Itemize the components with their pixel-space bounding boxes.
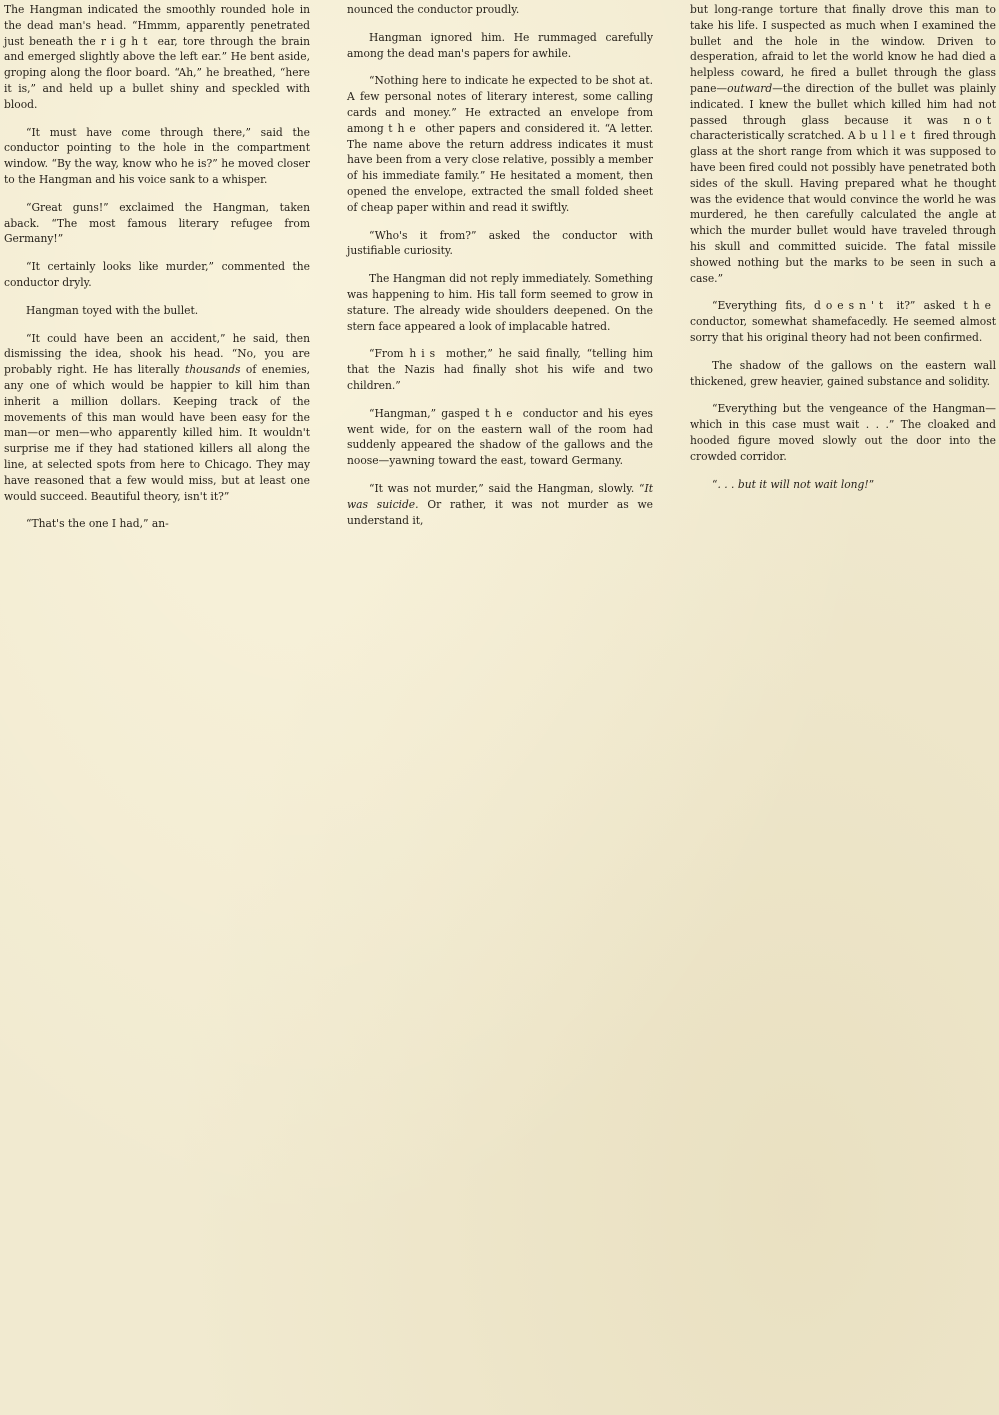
text-column-3 (690, 2, 996, 1415)
text-segment: “It must have come through there,” said the conductor pointing to the hole in the compartment window. “By the way, know who he is?” he moved closer to the Hangman and his voice sank to a whisper. (4, 125, 310, 186)
paragraph (690, 401, 996, 464)
text-segment: the (963, 299, 996, 313)
text-segment: it?” asked (888, 299, 964, 313)
text-segment: “Who's it from?” asked the conductor with justifiable curiosity. (347, 228, 653, 258)
paragraph (347, 30, 653, 62)
text-segment: “From (369, 347, 410, 361)
text-column-1 (4, 2, 310, 1415)
paragraph (4, 516, 310, 532)
text-segment: “Everything but the vengeance of the Hangman—which in this case must wait . . .” The cloaked and hooded figure moved slowly out the door into the crowded corridor. (690, 402, 996, 463)
text-segment: “It could have been an accident,” he said, then dismissing the idea, shook his head. “No, you are probably right. He has literally (4, 331, 310, 377)
text-segment: characteristically scratched. A (690, 129, 860, 143)
paragraph (347, 228, 653, 260)
text-segment: conductor and his eyes went wide, for on the eastern wall of the room had suddenly appeared the shadow of the gallows and the noose—yawning toward the east, toward Germany. (347, 406, 654, 468)
paragraph (347, 2, 653, 18)
text-segment: . . . but it will not wait long! (717, 477, 869, 491)
text-segment: The shadow of the gallows on the eastern wall thickened, grew heavier, gained substance and solidity. (690, 358, 996, 388)
paragraph (4, 200, 310, 247)
text-segment: not (963, 113, 996, 127)
paragraph (347, 73, 653, 215)
text-segment: other papers and considered it. “A letter. The name above the return address indicates it must have been from a very close relative, possibly a member of his immediate family.” He hesitated a moment, then opened the envelope, extracted the small folded sheet of cheap paper within and read it swiftly. (347, 121, 653, 214)
text-segment: “Everything fits, (712, 299, 814, 313)
text-segment: “It was not murder,” said the Hangman, slowly. “ (369, 481, 645, 495)
text-segment: mother,” he said finally, “telling him that the Nazis had finally shot his wife and two children.” (347, 347, 653, 392)
paragraph (690, 2, 996, 286)
text-column-2 (347, 2, 653, 1415)
text-segment: nounced the conductor proudly. (347, 3, 520, 16)
text-segment: of enemies, any one of which would be happier to kill him than inherit a million dollars. Keeping track of the movements of this man would have been easy for the man—or men—who apparently killed him. It wouldn't surprise me if they had stationed killers all along the line, at selected spots from here to Chicago. They may have reasoned that a few would miss, but at least one would succeed. Beautiful theory, isn't it?” (4, 363, 310, 503)
paragraph (347, 406, 653, 469)
text-segment: but long-range torture that finally drove this man to take his life. I suspected as much when I examined the bullet and the hole in the window. Driven to desperation, afraid to let the world know he had died a helpless coward, he fired a bullet through the glass pane— (690, 3, 996, 95)
paragraph (690, 298, 996, 345)
text-segment: the (485, 406, 518, 420)
paragraph (347, 481, 653, 528)
text-segment: —the direction of the bullet was plainly indicated. I knew the bullet which killed him had not passed through glass because it was (690, 81, 996, 127)
text-segment: ear, tore through the brain and emerged slightly above the left ear.” He bent aside, groping along the floor board. “Ah,” he breathed, “here it is,” and held up a bullet shiny and speckled with blood. (4, 34, 310, 111)
text-segment: Hangman toyed with the bullet. (26, 303, 199, 317)
text-segment: bullet (859, 129, 921, 143)
text-segment: the (388, 121, 421, 135)
paragraph (4, 125, 310, 188)
text-segment: It was suicide. (347, 481, 653, 511)
paragraph (4, 259, 310, 291)
text-segment: “Nothing here to indicate he expected to be shot at. A few personal notes of literary interest, some calling cards and money.” He extracted an envelope from among (347, 74, 653, 135)
text-segment: conductor, somewhat shamefacedly. He seemed almost sorry that his original theory had not been confirmed. (690, 315, 996, 344)
paragraph (347, 346, 653, 393)
paragraph (4, 2, 310, 113)
text-segment: Hangman ignored him. He rummaged carefully among the dead man's papers for awhile. (347, 30, 653, 60)
text-segment: The Hangman did not reply immediately. Something was happening to him. His tall form seemed to grow in stature. The already wide shoulders deepened. On the stern face appeared a look of implacable hatred. (347, 272, 653, 333)
text-segment: ” (868, 477, 875, 491)
text-segment: “ (712, 477, 718, 491)
text-segment: fired through glass at the short range from which it was supposed to have been fired could not possibly have penetrated both sides of the skull. Having prepared what he thought was the evidence that would convince the world he was murdered, he then carefully calculated the angle at which the murder bullet would have traveled through his skull and committed suicide. The fatal missile showed nothing but the marks to be seen in such a case.” (690, 129, 997, 285)
text-segment: “Hangman,” gasped (369, 406, 486, 420)
text-segment: his (409, 347, 441, 361)
text-segment: “It certainly looks like murder,” commented the conductor dryly. (4, 260, 310, 289)
text-segment: doesn't (813, 299, 889, 313)
text-segment: right (100, 34, 153, 48)
text-segment: “That's the one I had,” an- (26, 517, 169, 531)
paragraph (347, 271, 653, 334)
text-segment: thousands (184, 363, 241, 377)
paragraph (4, 331, 310, 505)
text-segment: The Hangman indicated the smoothly rounded hole in the dead man's head. “Hmmm, apparently penetrated just beneath the (4, 3, 310, 48)
text-segment: outward (727, 81, 773, 95)
paragraph (4, 303, 310, 319)
text-segment: Or rather, it was not murder as we understand it, (347, 497, 653, 527)
text-segment: “Great guns!” exclaimed the Hangman, taken aback. “The most famous literary refugee from Germany!” (4, 200, 310, 246)
paragraph (690, 358, 996, 390)
paragraph (690, 477, 996, 493)
